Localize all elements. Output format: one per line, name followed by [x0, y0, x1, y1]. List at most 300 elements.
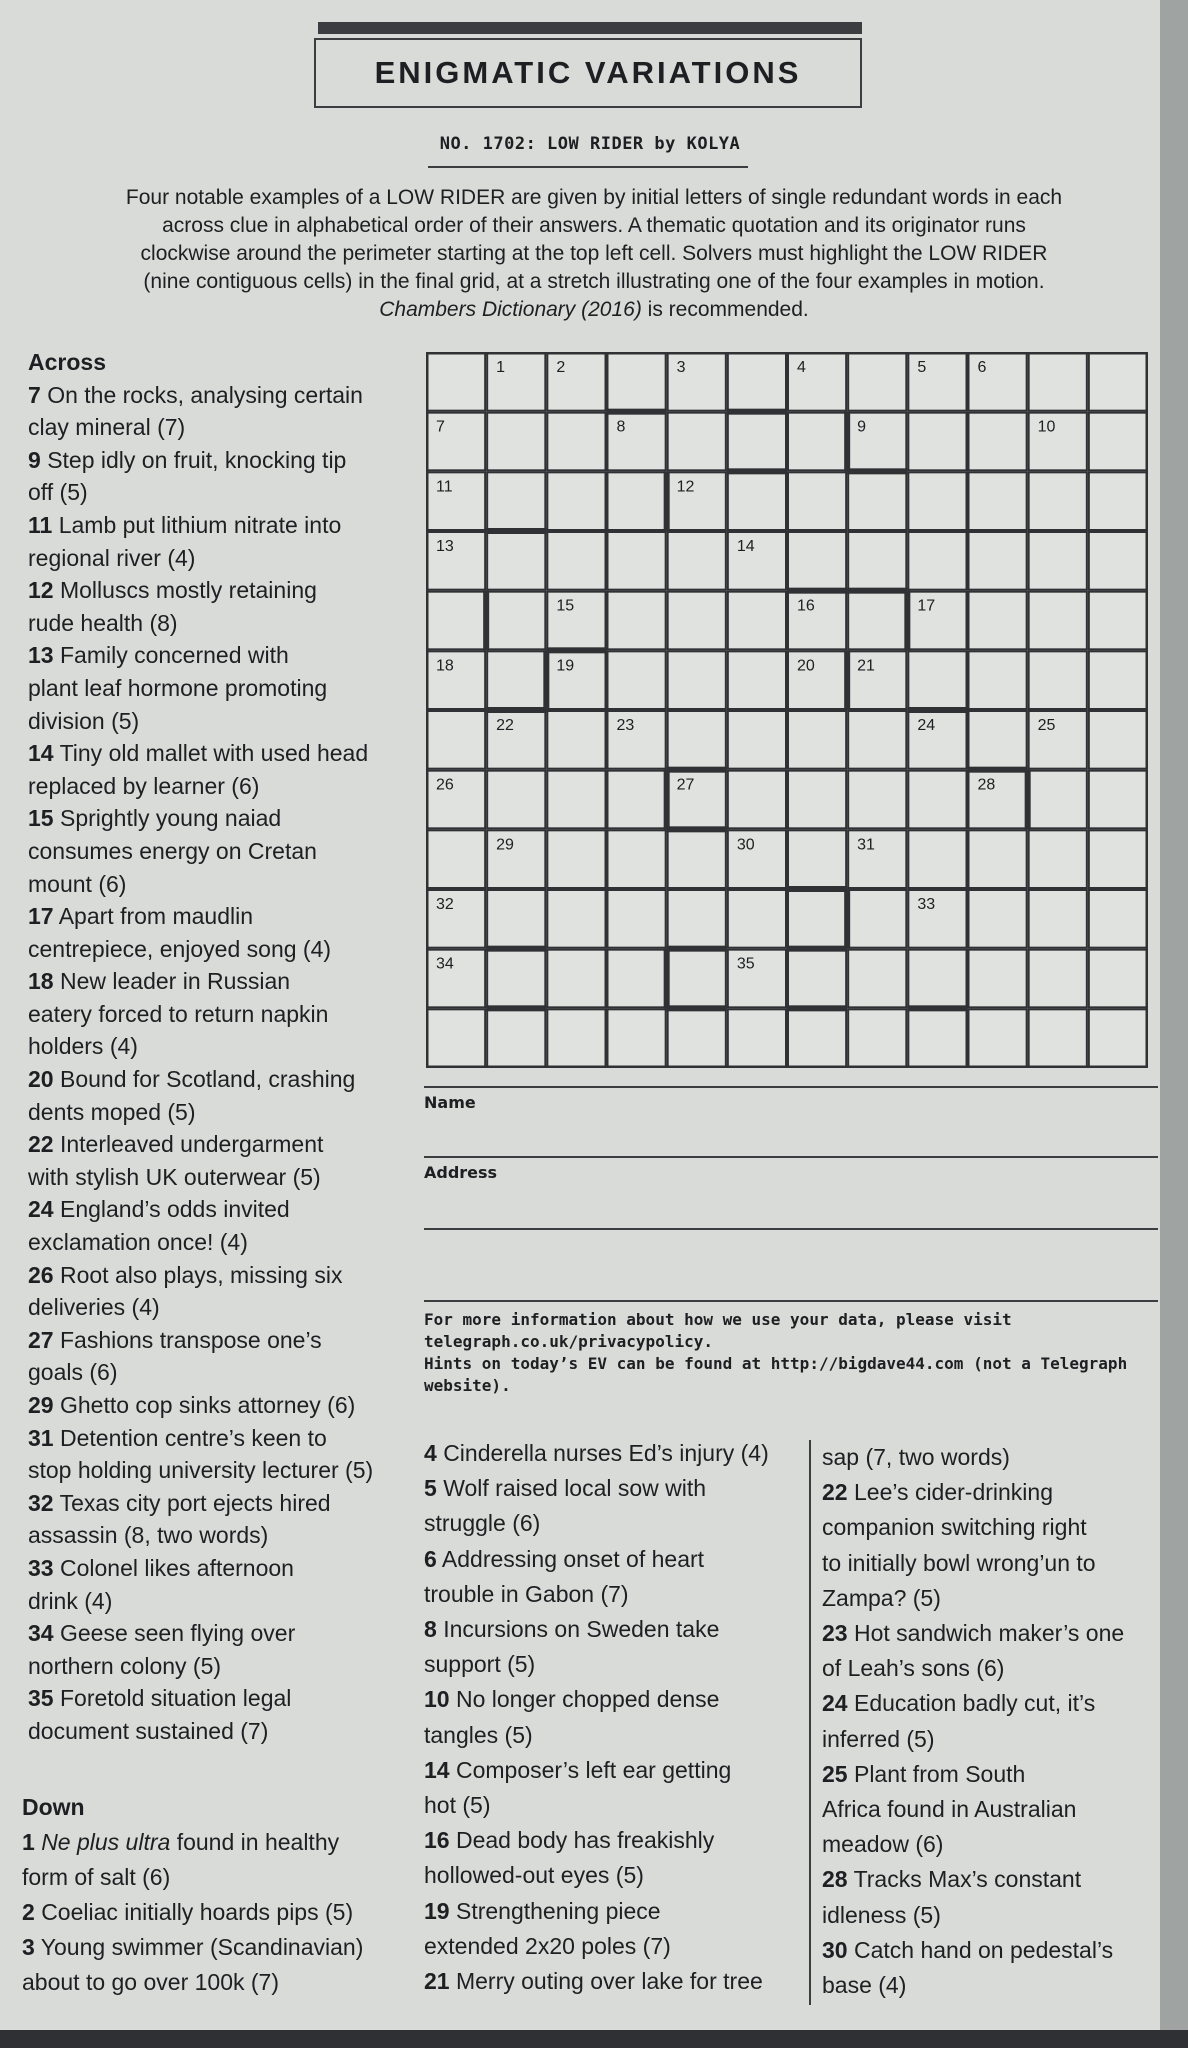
clue-number: 9: [28, 446, 41, 473]
clue-text: sap (7, two words): [822, 1444, 1010, 1470]
grid-bar-horizontal: [486, 707, 546, 713]
clue-line: [424, 1753, 794, 1788]
title-box: [314, 38, 862, 108]
grid-cell[interactable]: [547, 830, 605, 888]
grid-number: 1: [496, 359, 506, 376]
clue-22: [28, 1128, 398, 1193]
grid-cell[interactable]: [668, 711, 726, 769]
grid-bar-vertical: [1025, 770, 1031, 830]
clue-line: [424, 1682, 794, 1717]
grid-cell[interactable]: [427, 711, 485, 769]
grid-cell[interactable]: [969, 1009, 1027, 1067]
grid-cell[interactable]: [1029, 830, 1087, 888]
grid-cell[interactable]: [427, 353, 485, 411]
clue-line: [28, 476, 398, 509]
clue-24: [822, 1686, 1172, 1756]
clue-line: [28, 379, 398, 412]
clue-text: Africa found in Australian: [822, 1796, 1077, 1823]
clue-number: 29: [28, 1392, 54, 1418]
grid-cell[interactable]: [1089, 830, 1147, 888]
clue-22: [822, 1475, 1172, 1616]
grid-bar-vertical: [844, 650, 850, 710]
grid-cell[interactable]: [848, 771, 906, 829]
grid-cell[interactable]: [1089, 950, 1147, 1008]
clue-text: England’s odds invited: [59, 1196, 290, 1223]
clue-line: [28, 965, 398, 998]
clue-text: consumes energy on Cretan: [28, 837, 317, 864]
grid-number: 34: [436, 955, 454, 973]
clue-31: [28, 1422, 398, 1487]
clue-text: Detention centre’s keen to: [59, 1424, 327, 1451]
grid-cell[interactable]: [788, 413, 846, 471]
clue-line: [22, 1895, 402, 1930]
clue-number: 26: [28, 1261, 54, 1288]
clue-line: [28, 1291, 398, 1324]
clue-line: [28, 1487, 398, 1520]
grid-cell[interactable]: [848, 711, 906, 769]
clue-number: 14: [28, 740, 54, 767]
clue-text: Young swimmer (Scandinavian): [40, 1934, 364, 1960]
grid-cell[interactable]: [668, 592, 726, 650]
grid-cell[interactable]: [1029, 532, 1087, 590]
clue-text: Cinderella nurses Ed’s injury (4): [443, 1440, 769, 1466]
grid-cell[interactable]: [547, 950, 605, 1008]
crossword-grid-svg[interactable]: [426, 352, 1148, 1068]
grid-cell[interactable]: [969, 711, 1027, 769]
grid-cell[interactable]: [788, 472, 846, 530]
grid-cell[interactable]: [547, 472, 605, 530]
clue-line: [28, 1650, 398, 1683]
clue-line: [28, 933, 398, 966]
grid-cell[interactable]: [1029, 771, 1087, 829]
clue-line: [28, 607, 398, 640]
grid-cell[interactable]: [1029, 353, 1087, 411]
grid-number: 28: [977, 776, 996, 794]
intro-line: clockwise around the perimeter starting at the top left cell. Solvers must highlight the LOW RIDER: [140, 242, 1048, 265]
grid-cell[interactable]: [728, 1009, 786, 1067]
grid-cell[interactable]: [1029, 472, 1087, 530]
grid-cell[interactable]: [487, 651, 545, 709]
clue-1: [22, 1825, 402, 1895]
grid-bar-horizontal: [787, 1005, 847, 1011]
clue-text: Education badly cut, it’s: [853, 1690, 1096, 1717]
clue-text: meadow (6): [822, 1831, 944, 1858]
clue-text: Coeliac initially hoards pips (5): [41, 1899, 354, 1925]
grid-bar-vertical: [664, 770, 670, 830]
grid-bar-horizontal: [486, 528, 546, 534]
clue-27: [28, 1324, 398, 1389]
grid-cell[interactable]: [608, 950, 666, 1008]
grid-cell[interactable]: [1029, 592, 1087, 650]
clue-text: inferred (5): [822, 1725, 935, 1752]
grid-bar-horizontal: [607, 409, 667, 415]
clue-text: On the rocks, analysing certain: [47, 381, 363, 408]
grid-cell[interactable]: [427, 592, 485, 650]
grid-cell[interactable]: [427, 1009, 485, 1067]
grid-bar-horizontal: [727, 409, 787, 415]
clue-line: [822, 1546, 1172, 1581]
clue-line: [28, 1193, 398, 1226]
grid-cell[interactable]: [608, 592, 666, 650]
clue-line: [822, 1510, 1172, 1545]
clue-text: mount (6): [28, 870, 127, 897]
clue-line: [822, 1898, 1172, 1933]
clue-33: [28, 1552, 398, 1617]
grid-cell[interactable]: [1089, 711, 1147, 769]
grid-cell[interactable]: [969, 592, 1027, 650]
clue-line: [28, 1389, 398, 1422]
clue-line: [28, 1030, 398, 1063]
grid-cell[interactable]: [668, 1009, 726, 1067]
clue-line: [28, 1585, 398, 1618]
grid-number: 13: [436, 538, 454, 555]
clue-text: assassin (8, two words): [28, 1522, 269, 1549]
clue-line: [424, 1436, 794, 1471]
grid-cell[interactable]: [547, 711, 605, 769]
clue-text: struggle (6): [424, 1510, 541, 1537]
clue-text: Bound for Scotland, crashing: [59, 1066, 356, 1093]
grid-number: 6: [977, 359, 987, 376]
clue-30: [822, 1933, 1172, 2003]
grid-bar-horizontal: [787, 886, 847, 892]
grid-bar-horizontal: [667, 946, 727, 952]
clue-text: goals (6): [28, 1359, 118, 1386]
clue-line: [424, 1964, 794, 1999]
name-label: Name: [424, 1093, 476, 1112]
clue-line: [424, 1471, 794, 1506]
clue-line: [28, 639, 398, 672]
grid-bar-horizontal: [847, 588, 907, 594]
grid-cell[interactable]: [1089, 472, 1147, 530]
clue-line: [28, 705, 398, 738]
grid-cell[interactable]: [1089, 413, 1147, 471]
down-clues-right: [822, 1440, 1172, 2003]
clue-text: division (5): [28, 707, 140, 734]
clue-9: [28, 444, 398, 509]
clue-line: [822, 1616, 1172, 1651]
puzzle-subtitle: NO. 1702: LOW RIDER by KOLYA: [439, 134, 741, 154]
grid-cell[interactable]: [908, 830, 966, 888]
clue-line: [28, 998, 398, 1031]
grid-cell[interactable]: [969, 651, 1027, 709]
grid-cell[interactable]: [728, 353, 786, 411]
grid-cell[interactable]: [848, 890, 906, 948]
grid-cell[interactable]: [608, 890, 666, 948]
clue-2: [22, 1895, 402, 1930]
grid-cell[interactable]: [788, 890, 846, 948]
puzzle-intro: [60, 184, 1128, 324]
address-label: Address: [424, 1163, 498, 1182]
address-field-line[interactable]: [424, 1228, 1158, 1230]
clue-line: [424, 1823, 794, 1858]
clue-text: Family concerned with: [59, 642, 289, 669]
grid-cell[interactable]: [848, 592, 906, 650]
grid-cell[interactable]: [487, 1009, 545, 1067]
clue-number: 23: [822, 1620, 848, 1647]
grid-cell[interactable]: [969, 950, 1027, 1008]
clue-number: 16: [424, 1827, 450, 1854]
grid-cell[interactable]: [908, 413, 966, 471]
clue-text: Interleaved undergarment: [59, 1131, 324, 1158]
grid-cell[interactable]: [608, 771, 666, 829]
clue-cont: [822, 1440, 1172, 1475]
grid-cell[interactable]: [668, 950, 726, 1008]
grid-cell[interactable]: [1029, 1009, 1087, 1067]
clue-text: found in healthy: [170, 1829, 340, 1855]
grid-cell[interactable]: [1089, 532, 1147, 590]
grid-bar-horizontal: [667, 1005, 727, 1011]
intro-line: [60, 296, 1128, 324]
grid-bar-horizontal: [667, 826, 727, 832]
grid-bar-vertical: [844, 889, 850, 949]
grid-cell[interactable]: [487, 592, 545, 650]
clue-number: 17: [28, 903, 54, 930]
grid-cell[interactable]: [427, 830, 485, 888]
clue-line: [822, 1968, 1172, 2003]
grid-cell[interactable]: [608, 651, 666, 709]
clue-line: [28, 1617, 398, 1650]
grid-number: 9: [857, 418, 867, 436]
clue-line: [28, 1161, 398, 1194]
clue-text: document sustained (7): [28, 1717, 269, 1744]
name-field-line[interactable]: [424, 1156, 1158, 1158]
clue-line: [28, 542, 398, 575]
grid-cell[interactable]: [728, 711, 786, 769]
clue-text: No longer chopped dense: [455, 1686, 720, 1713]
grid-cell[interactable]: [668, 830, 726, 888]
clue-text: Hot sandwich maker’s one: [853, 1620, 1125, 1647]
grid-cell[interactable]: [848, 353, 906, 411]
grid-cell[interactable]: [969, 532, 1027, 590]
info-line: Hints on today’s EV can be found at http://bigdave44.com (not a Telegraph website).: [424, 1354, 1128, 1395]
clue-text: Addressing onset of heart: [441, 1545, 705, 1572]
grid-cell[interactable]: [608, 1009, 666, 1067]
grid-cell[interactable]: [547, 532, 605, 590]
intro-line: Four notable examples of a LOW RIDER are given by initial letters of single redundant words in each: [125, 186, 1063, 209]
grid-number: 4: [797, 359, 806, 376]
grid-cell[interactable]: [908, 771, 966, 829]
grid-cell[interactable]: [1089, 592, 1147, 650]
grid-cell[interactable]: [788, 950, 846, 1008]
grid-cell[interactable]: [1029, 651, 1087, 709]
grid-number: 35: [736, 955, 755, 973]
clue-number: 20: [28, 1066, 54, 1093]
clue-line: [28, 737, 398, 770]
grid-cell[interactable]: [788, 532, 846, 590]
clue-number: 24: [28, 1196, 54, 1223]
clue-number: 6: [424, 1545, 437, 1572]
grid-cell[interactable]: [608, 830, 666, 888]
clue-number: 21: [424, 1968, 450, 1995]
clue-text: Tiny old mallet with used head: [59, 740, 369, 767]
grid-cell[interactable]: [1089, 890, 1147, 948]
grid-bar-horizontal: [486, 946, 546, 952]
clue-text: Merry outing over lake for tree: [455, 1968, 763, 1995]
grid-cell[interactable]: [668, 651, 726, 709]
grid-cell[interactable]: [848, 1009, 906, 1067]
grid-number: 21: [857, 657, 875, 675]
grid-number: 20: [797, 657, 815, 675]
clue-number: 10: [424, 1686, 450, 1713]
grid-cell[interactable]: [1089, 771, 1147, 829]
clue-text: Geese seen flying over: [59, 1620, 296, 1647]
header-rule: [318, 22, 862, 34]
clue-line: [28, 770, 398, 803]
grid-bar-horizontal: [787, 946, 847, 952]
clue-text: Step idly on fruit, knocking tip: [47, 446, 347, 473]
clue-text: rude health (8): [28, 609, 178, 636]
grid-cell[interactable]: [547, 413, 605, 471]
grid-bar-horizontal: [787, 588, 847, 594]
clue-text: clay mineral (7): [28, 414, 186, 441]
grid-cell[interactable]: [908, 532, 966, 590]
clue-text: Texas city port ejects hired: [59, 1489, 331, 1516]
grid-cell[interactable]: [1089, 651, 1147, 709]
grid-cell[interactable]: [487, 532, 545, 590]
clue-text: idleness (5): [822, 1901, 941, 1928]
grid-cell[interactable]: [1089, 353, 1147, 411]
grid-cell[interactable]: [908, 950, 966, 1008]
across-clues: [28, 346, 398, 1748]
grid-cell[interactable]: [969, 472, 1027, 530]
grid-cell[interactable]: [547, 771, 605, 829]
clue-text: holders (4): [28, 1033, 138, 1060]
clue-text: drink (4): [28, 1587, 113, 1614]
grid-cell[interactable]: [848, 472, 906, 530]
grid-bar-horizontal: [667, 767, 727, 773]
clue-line: [28, 900, 398, 933]
down-heading: Down: [22, 1794, 85, 1820]
clue-line: [822, 1651, 1172, 1686]
grid-cell[interactable]: [1029, 950, 1087, 1008]
grid-cell[interactable]: [969, 890, 1027, 948]
clue-text: with stylish UK outerwear (5): [28, 1163, 321, 1190]
clue-line: [28, 444, 398, 477]
grid-cell[interactable]: [728, 472, 786, 530]
grid-cell[interactable]: [608, 353, 666, 411]
clue-text: of Leah’s sons (6): [822, 1655, 1005, 1682]
grid-number: 25: [1037, 717, 1056, 734]
clue-number: 5: [424, 1475, 437, 1502]
clue-11: [28, 509, 398, 574]
clue-14: [424, 1753, 794, 1823]
clue-29: [28, 1389, 398, 1422]
grid-cell[interactable]: [487, 950, 545, 1008]
intro-line: across clue in alphabetical order of their answers. A thematic quotation and its originator runs: [162, 214, 1026, 237]
clue-text: plant leaf hormone promoting: [28, 674, 328, 701]
grid-cell[interactable]: [908, 472, 966, 530]
grid-cell[interactable]: [728, 592, 786, 650]
grid-cell[interactable]: [1029, 890, 1087, 948]
bottom-band: [0, 2030, 1188, 2048]
grid-cell[interactable]: [1089, 1009, 1147, 1067]
clue-number: 25: [822, 1760, 848, 1787]
grid-cell[interactable]: [608, 472, 666, 530]
grid-cell[interactable]: [788, 771, 846, 829]
clue-number: 35: [28, 1685, 54, 1712]
grid-cell[interactable]: [848, 950, 906, 1008]
grid-cell[interactable]: [728, 890, 786, 948]
privacy-info: [424, 1309, 1164, 1397]
clue-line: [28, 1422, 398, 1455]
grid-cell[interactable]: [788, 711, 846, 769]
clue-number: 1: [22, 1829, 35, 1855]
grid-number: 27: [676, 776, 695, 794]
clue-text: Fashions transpose one’s: [59, 1326, 322, 1353]
grid-cell[interactable]: [848, 532, 906, 590]
clue-text: companion switching right: [822, 1514, 1087, 1541]
grid-cell[interactable]: [487, 413, 545, 471]
subtitle-rule: [428, 166, 748, 168]
clue-7: [28, 379, 398, 444]
clue-line: [28, 1096, 398, 1129]
clue-number: 14: [424, 1756, 450, 1783]
grid-cell[interactable]: [608, 532, 666, 590]
clue-text: Ghetto cop sinks attorney (6): [59, 1392, 356, 1418]
grid-cell[interactable]: [668, 890, 726, 948]
grid-cell[interactable]: [969, 413, 1027, 471]
grid-cell[interactable]: [908, 651, 966, 709]
clue-line: [28, 802, 398, 835]
grid-number: 19: [556, 657, 575, 675]
grid-cell[interactable]: [788, 830, 846, 888]
clue-number: 11: [28, 511, 53, 538]
grid-bar-horizontal: [907, 707, 967, 713]
clue-number: 27: [28, 1326, 54, 1353]
grid-cell[interactable]: [487, 472, 545, 530]
grid-cell[interactable]: [728, 651, 786, 709]
clue-number: 22: [822, 1479, 848, 1506]
grid-cell[interactable]: [908, 1009, 966, 1067]
clue-number: 7: [28, 381, 41, 408]
grid-cell[interactable]: [668, 532, 726, 590]
grid-cell[interactable]: [788, 1009, 846, 1067]
info-line: For more information about how we use your data, please visit telegraph.co.uk/privacypolicy.: [424, 1310, 1012, 1351]
grid-cell[interactable]: [487, 890, 545, 948]
grid-bar-horizontal: [727, 468, 787, 474]
clue-text: Apart from maudlin: [58, 903, 254, 930]
grid-cell[interactable]: [547, 890, 605, 948]
grid-cell[interactable]: [728, 771, 786, 829]
clue-32: [28, 1487, 398, 1552]
clue-line: [822, 1686, 1172, 1721]
clue-28: [822, 1862, 1172, 1932]
grid-cell[interactable]: [969, 830, 1027, 888]
clue-line: [822, 1827, 1172, 1862]
clue-21: [424, 1964, 794, 1999]
clue-6: [424, 1542, 794, 1612]
clue-number: 13: [28, 642, 54, 669]
grid-cell[interactable]: [487, 771, 545, 829]
clue-text: Wolf raised local sow with: [443, 1475, 707, 1502]
clue-number: 31: [28, 1424, 54, 1451]
clue-number: 15: [28, 805, 54, 832]
clue-line: [822, 1722, 1172, 1757]
grid-cell[interactable]: [547, 1009, 605, 1067]
address-field-line-2[interactable]: [424, 1300, 1158, 1302]
crossword-grid[interactable]: [426, 352, 1148, 1068]
clue-number: 4: [424, 1440, 437, 1466]
clue-line: [28, 1128, 398, 1161]
page-title: ENIGMATIC VARIATIONS: [374, 55, 802, 90]
clue-text: Colonel likes afternoon: [59, 1554, 294, 1581]
clue-text: eatery forced to return napkin: [28, 1000, 329, 1027]
grid-bar-horizontal: [847, 468, 907, 474]
grid-cell[interactable]: [668, 413, 726, 471]
grid-cell[interactable]: [728, 413, 786, 471]
clue-14: [28, 737, 398, 802]
clue-number: 34: [28, 1620, 54, 1647]
